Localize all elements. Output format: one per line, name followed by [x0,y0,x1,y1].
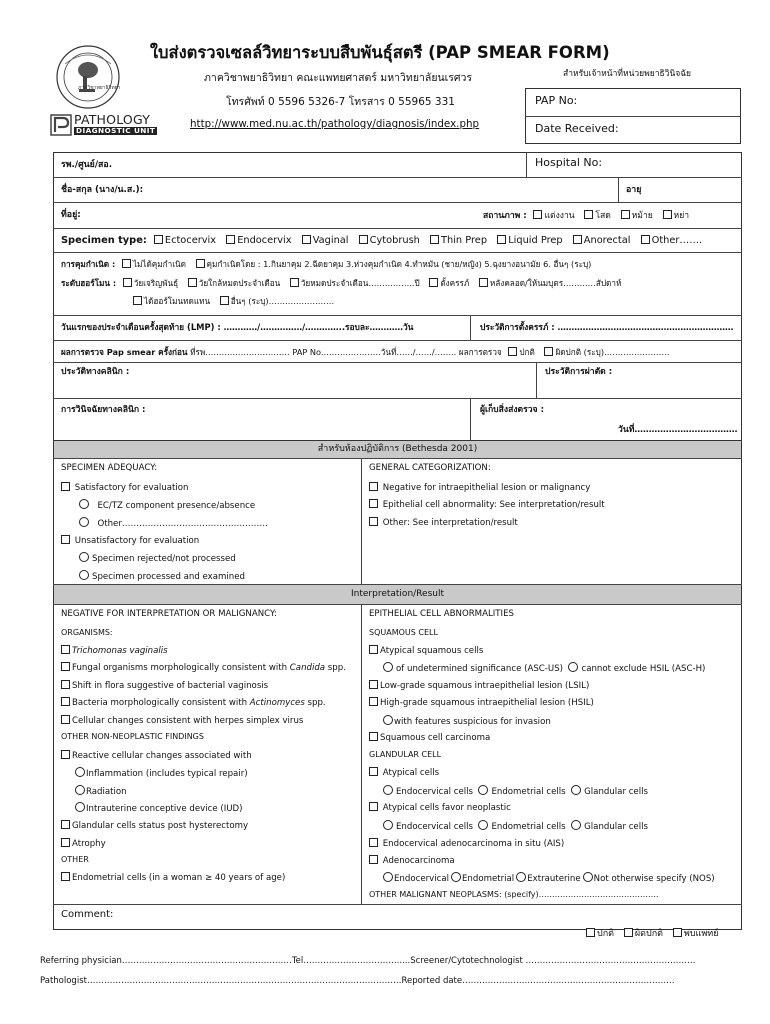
specimen-ectocervix-checkbox[interactable] [154,235,163,244]
iud-radio[interactable] [75,802,85,812]
satisfactory-checkbox[interactable] [61,482,70,491]
scc-checkbox[interactable] [369,732,378,741]
ais-row: Endocervical adenocarcinoma in situ (AIS) [369,838,564,850]
logo-line1: PATHOLOGY [74,112,151,127]
seal-text: ภาควิชาพยาธิวิทยา [78,85,121,91]
hormone-reproductive-checkbox[interactable] [123,278,132,287]
neo-endocervical-radio[interactable] [383,820,393,830]
hormone-row-2: ได้ฮอร์โมนทดแทน อื่นๆ (ระบุ)…………………… [133,296,334,306]
bacteria-checkbox[interactable] [61,697,70,706]
hormone-row: ระดับฮอร์โมน : วัยเจริญพันธุ์ วัยใกล้หมดประจำเดือน วัยหมดประจำเดือน……………..ปี ตั้งครรภ์ หลังคลอด/ให้นมบุตร…………สัปดาห์ [61,278,622,288]
website-link[interactable]: http://www.med.nu.ac.th/pathology/diagnosis/index.php [190,118,480,130]
unsatisfactory-checkbox[interactable] [61,535,70,544]
negative-title: NEGATIVE FOR INTERPRETATION OR MALIGNANCY: [61,609,277,619]
hormone-pregnant-checkbox[interactable] [429,278,438,287]
categorization-title: GENERAL CATEGORIZATION: [369,463,491,473]
hsil-row: High-grade squamous intraepithelial lesion (HSIL) [369,697,594,709]
adeno-row: Adenocarcinoma [369,855,455,867]
final-result-row: ปกติ ผิดปกติ พบแพทย์ [586,928,718,939]
organisms-title: ORGANISMS: [61,628,113,637]
neoplastic-sub-row: Endocervical cells Endometrial cells Glandular cells [383,820,648,833]
pathology-logo [50,114,160,136]
phone-fax: โทรศัพท์ 0 5596 5326-7 โทรสาร 0 55965 331 [226,96,455,108]
logo-line2: DIAGNOSTIC UNIT [76,126,156,135]
atrophy-checkbox[interactable] [61,838,70,847]
other-see-checkbox[interactable] [369,517,378,526]
atypical-cells-row: Atypical cells [369,767,439,779]
adeno-endocervical-radio[interactable] [383,872,393,882]
interpretation-header: Interpretation/Result [54,585,741,604]
bacteria-row: Bacteria morphologically consistent with Actinomyces spp. [61,697,326,709]
other-malignant-field[interactable]: OTHER MALIGNANT NEOPLASMS: (specify)……………………………………… [369,890,659,899]
hospital-no-label: Hospital No: [535,156,603,169]
other-row: Other…………………………………………… [79,517,268,530]
status-divorced-checkbox[interactable] [663,210,672,219]
other-see-row: Other: See interpretation/result [369,517,518,529]
lsil-row: Low-grade squamous intraepithelial lesion (LSIL) [369,680,589,692]
endometrial-age-checkbox[interactable] [61,872,70,881]
atyp-neoplastic-checkbox[interactable] [369,802,378,811]
contraception-row: การคุมกำเนิด : ไม่ได้คุมกำเนิด คุมกำเนิดโดย : 1.กินยาคุม 2.ฉีดยาคุม 3.ห่วงคุมกำเนิด 4.ทำหมัน (ชาย/หญิง) 5.ฉุงยางอนามัย 6. อื่นๆ (ระบุ) [61,259,592,269]
specimen-cytobrush-checkbox[interactable] [359,235,368,244]
pap-no-label: PAP No: [535,94,578,107]
lmp-field[interactable]: วันแรกของประจำเดือนครั้งสุดท้าย (LMP) : …………/……………/…………..รอบละ…………วัน [61,322,414,332]
glandular-post-checkbox[interactable] [61,820,70,829]
specimen-anorectal-checkbox[interactable] [573,235,582,244]
hormone-menopause-checkbox[interactable] [290,278,299,287]
hormone-perimenopause-checkbox[interactable] [188,278,197,287]
fungal-checkbox[interactable] [61,662,70,671]
adeno-endometrial-radio[interactable] [451,872,461,882]
glandular-post-row: Glandular cells status post hysterectomy [61,820,248,832]
adeno-extrauterine-radio[interactable] [516,872,526,882]
asc-row: Atypical squamous cells [369,645,483,657]
previous-pap-row: ผลการตรวจ Pap smear ครั้งก่อน ที่รพ.………………………… PAP No.…………………วันที่……/……/…….. ผลการตรวจ ปกติ ผิดปกติ (ระบุ)…………………… [61,347,670,357]
rejected-radio[interactable] [79,552,89,562]
invasion-radio[interactable] [383,715,393,725]
specimen-thinprep-checkbox[interactable] [430,235,439,244]
negative-row: Negative for intraepithelial lesion or malignancy [369,482,590,494]
status-married-checkbox[interactable] [533,210,542,219]
endometrial-age-row: Endometrial cells (in a woman ≥ 40 years of age) [61,872,285,884]
non-neoplastic-title: OTHER NON-NEOPLASTIC FINDINGS [61,732,204,741]
specimen-liquidprep-checkbox[interactable] [497,235,506,244]
processed-row: Specimen processed and examined [79,570,245,583]
reactive-checkbox[interactable] [61,750,70,759]
unsatisfactory-row: Unsatisfactory for evaluation [61,535,199,547]
clinical-history-label: ประวัติทางคลินิก : [61,367,130,377]
herpes-row: Cellular changes consistent with herpes simplex virus [61,715,303,727]
collector-label: ผู้เก็บสิ่งส่งตรวจ : [480,405,544,415]
department: ภาควิชาพยาธิวิทยา คณะแพทยศาสตร์ มหาวิทยาลัยนเรศวร [204,72,473,84]
hospital-label: รพ./ศูนย์/สอ. [61,160,113,170]
glandular-title: GLANDULAR CELL [369,750,442,759]
asc-sub-row: of undetermined significance (ASC-US) cannot exclude HSIL (ASC-H) [383,662,705,675]
invasion-row: with features suspicious for invasion [383,715,551,728]
status-single-checkbox[interactable] [584,210,593,219]
hormone-replacement-checkbox[interactable] [133,296,142,305]
page-title: ใบส่งตรวจเซลล์วิทยาระบบสืบพันธุ์สตรี (PAP SMEAR FORM) [150,43,610,62]
iud-row: Intrauterine conceptive device (IUD) [75,802,243,815]
processed-radio[interactable] [79,570,89,580]
trichomonas-row: Trichomonas vaginalis [61,645,168,657]
squamous-title: SQUAMOUS CELL [369,628,438,637]
address-label: ที่อยู่: [61,210,81,220]
atyp-endocervical-radio[interactable] [383,785,393,795]
adeno-sub-row: Endocervical Endometrial Extrauterine Not otherwise specify (NOS) [383,872,715,885]
final-abnormal-checkbox[interactable] [624,928,633,937]
clinical-diagnosis-label: การวินิจฉัยทางคลินิก : [61,405,146,415]
hormone-postpartum-checkbox[interactable] [479,278,488,287]
herpes-checkbox[interactable] [61,715,70,724]
atyp-neoplastic-row: Atypical cells favor neoplastic [369,802,511,814]
date-received-label: Date Received: [535,122,619,135]
epithelial-title: EPITHELIAL CELL ABNORMALITIES [369,609,514,619]
final-normal-checkbox[interactable] [586,928,595,937]
atrophy-row: Atrophy [61,838,106,850]
inflammation-row: Inflammation (includes typical repair) [75,767,248,780]
specimen-vaginal-checkbox[interactable] [302,235,311,244]
specimen-other-checkbox[interactable] [641,235,650,244]
radiation-radio[interactable] [75,785,85,795]
status-widowed-checkbox[interactable] [621,210,630,219]
neo-endometrial-radio[interactable] [478,820,488,830]
shift-checkbox[interactable] [61,680,70,689]
staff-note: สำหรับเจ้าหน้าที่หน่วยพยาธิวินิจฉัย [563,69,692,79]
lab-header: สำหรับห้องปฏิบัติการ (Bethesda 2001) [54,441,741,458]
rejected-row: Specimen rejected/not processed [79,552,236,565]
shift-row: Shift in flora suggestive of bacterial vaginosis [61,680,268,692]
prev-pap-abnormal-checkbox[interactable] [544,347,553,356]
asc-h-radio[interactable] [568,662,578,672]
adequacy-title: SPECIMEN ADEQUACY: [61,463,158,473]
scc-row: Squamous cell carcinoma [369,732,490,744]
asc-checkbox[interactable] [369,645,378,654]
adeno-nos-radio[interactable] [583,872,593,882]
specimen-type-row: Specimen type: Ectocervix Endocervix Vaginal Cytobrush Thin Prep Liquid Prep Anorectal Other……. [61,235,703,246]
epithelial-checkbox[interactable] [369,499,378,508]
adeno-checkbox[interactable] [369,855,378,864]
ectz-radio[interactable] [79,499,89,509]
department-seal [55,44,121,110]
inflammation-radio[interactable] [75,767,85,777]
surgical-history-label: ประวัติการผ่าตัด : [545,367,613,377]
atypical-sub-row: Endocervical cells Endometrial cells Glandular cells [383,785,648,798]
hsil-checkbox[interactable] [369,697,378,706]
prev-pap-normal-checkbox[interactable] [508,347,517,356]
ais-checkbox[interactable] [369,838,378,847]
age-label: อายุ [626,185,642,195]
negative-checkbox[interactable] [369,482,378,491]
hormone-other-checkbox[interactable] [220,296,229,305]
ectz-row: EC/TZ component presence/absence [79,499,255,512]
comment-label: Comment: [61,909,114,920]
trichomonas-checkbox[interactable] [61,645,70,654]
atyp-glandular-radio[interactable] [571,785,581,795]
epithelial-row: Epithelial cell abnormality: See interpretation/result [369,499,605,511]
referring-physician-line[interactable]: Referring physician……………………………………………………Tel…………………………….....Screener/Cytotechnologist …………………………………………………… [40,956,696,966]
specimen-endocervix-checkbox[interactable] [226,235,235,244]
atyp-endometrial-radio[interactable] [478,785,488,795]
other-radio[interactable] [79,517,89,527]
neo-glandular-radio[interactable] [571,820,581,830]
marital-status: สถานภาพ : แต่งงาน โสด หม้าย หย่า [483,211,690,221]
collect-date-label: วันที่……………………………… [618,425,738,435]
name-label: ชื่อ-สกุล (นาง/น.ส.): [61,185,144,195]
final-see-doctor-checkbox[interactable] [673,928,682,937]
asc-us-radio[interactable] [383,662,393,672]
other-title: OTHER [61,855,89,864]
no-contraception-checkbox[interactable] [122,259,131,268]
atypical-cells-checkbox[interactable] [369,767,378,776]
radiation-row: Radiation [75,785,127,798]
fungal-row: Fungal organisms morphologically consistent with Candida spp. [61,662,346,674]
lsil-checkbox[interactable] [369,680,378,689]
contraception-method-checkbox[interactable] [196,259,205,268]
reactive-row: Reactive cellular changes associated with [61,750,252,762]
pathologist-line[interactable]: Pathologist…………………………………………………………………………………………………Reported date………………………………………………………………… [40,976,675,986]
satisfactory-row: Satisfactory for evaluation [61,482,188,494]
pregnancy-history-field[interactable]: ประวัติการตั้งครรภ์ : ……………………………………………………… [480,322,734,332]
